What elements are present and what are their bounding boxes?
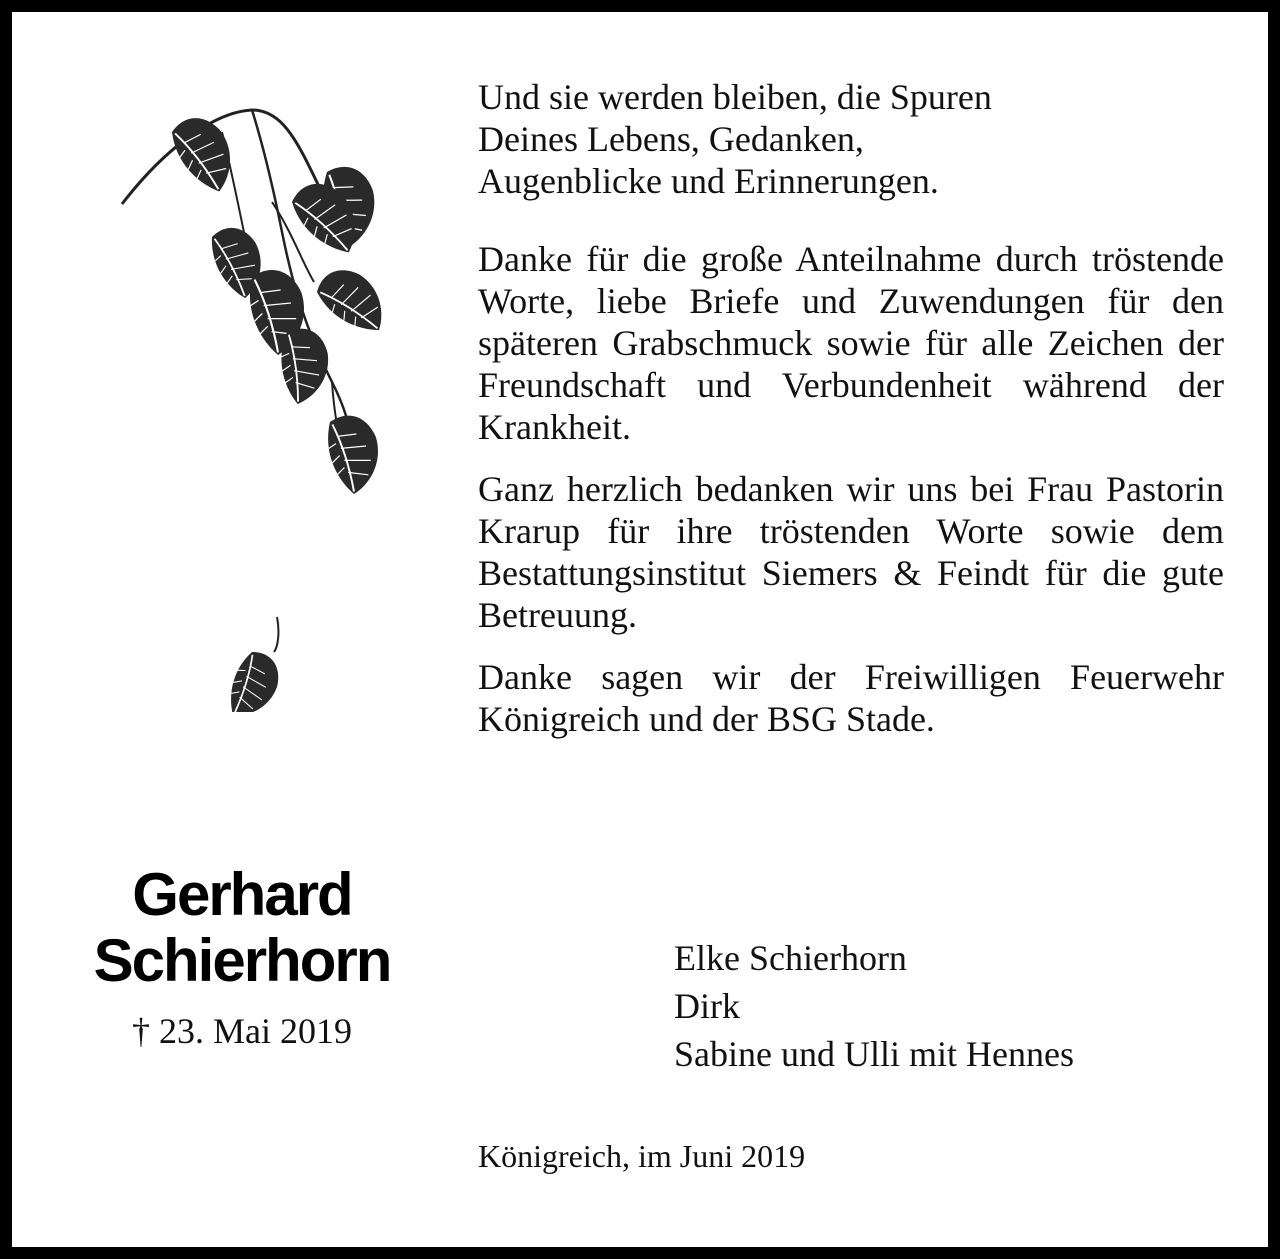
signatory: Dirk xyxy=(674,986,740,1026)
death-date: † 23. Mai 2019 xyxy=(132,1011,352,1051)
place-date: Königreich, im Juni 2019 xyxy=(478,1138,806,1174)
message-text xyxy=(478,76,1224,740)
last-name: Schierhorn xyxy=(93,927,391,994)
verse-line: Deines Lebens, Gedanken, xyxy=(478,119,864,159)
deceased-name xyxy=(32,862,452,994)
obituary-card xyxy=(12,12,1268,1247)
first-name: Gerhard xyxy=(132,861,352,928)
thanks-paragraph: Danke sagen wir der Freiwilligen Feuerwehr Königreich und der BSG Stade. xyxy=(478,657,1224,739)
birch-branch-illustration xyxy=(102,92,402,712)
verse-line: Und sie werden bleiben, die Spuren xyxy=(478,77,992,117)
signatory: Sabine und Ulli mit Hennes xyxy=(674,1034,1074,1074)
signatory: Elke Schierhorn xyxy=(674,938,907,978)
thanks-paragraph: Danke für die große Anteilnahme durch tröstende Worte, liebe Briefe und Zuwendungen für den späteren Grabschmuck sowie für alle Zeichen der Freundschaft und Verbundenheit während der Krankheit. xyxy=(478,239,1224,447)
signatories xyxy=(674,934,1254,1078)
thanks-paragraph: Ganz herzlich bedanken wir uns bei Frau Pastorin Krarup für ihre tröstenden Worte sowie dem Bestattungsinstitut Siemers & Feindt für die gute Betreuung. xyxy=(478,469,1224,635)
verse-line: Augenblicke und Erinnerungen. xyxy=(478,161,939,201)
